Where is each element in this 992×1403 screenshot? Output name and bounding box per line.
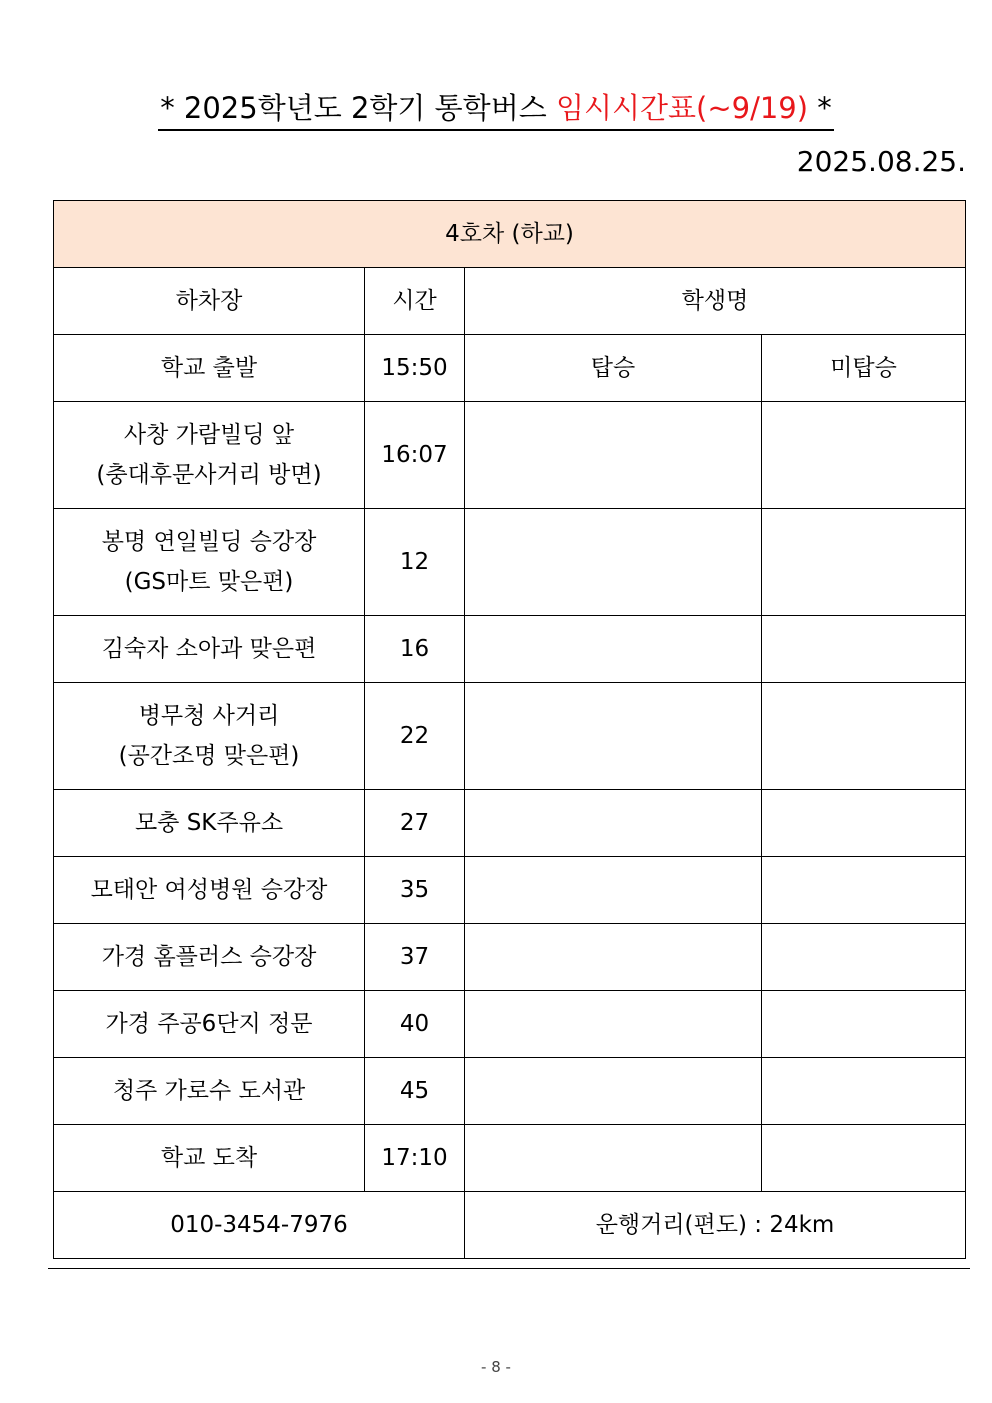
arrival-time: 17:10 [365,1125,465,1192]
not-boarded-cell[interactable] [762,509,966,616]
bus-header-row [54,201,966,268]
boarded-cell[interactable] [465,402,762,509]
boarded-cell[interactable] [465,616,762,683]
stop-row [54,790,966,857]
stop-name: 모충 SK주유소 [54,790,365,857]
stop-row [54,857,966,924]
header-time: 시간 [365,268,465,335]
bus-name: 4호차 (하교) [54,201,966,268]
stop-time: 22 [365,683,465,790]
header-students: 학생명 [465,268,966,335]
boarded-cell[interactable] [465,991,762,1058]
bus-schedule-table [53,200,966,1259]
header-boarded: 탑승 [465,335,762,402]
stop-line2: (GS마트 맞은편) [124,569,294,595]
stop-line1: 병무청 사거리 [138,703,280,729]
stop-line2: (공간조명 맞은편) [118,743,300,769]
departure-time: 15:50 [365,335,465,402]
stop-row [54,402,966,509]
boarded-cell[interactable] [465,1125,762,1192]
stop-row [54,1058,966,1125]
boarded-cell[interactable] [465,1058,762,1125]
stop-name: 가경 홈플러스 승강장 [54,924,365,991]
not-boarded-cell[interactable] [762,790,966,857]
stop-name: 김숙자 소아과 맞은편 [54,616,365,683]
boarded-cell[interactable] [465,857,762,924]
stop-row [54,683,966,790]
stop-line2: (충대후문사거리 방면) [96,462,322,488]
boarded-cell[interactable] [465,790,762,857]
page-divider [48,1268,970,1269]
stop-name [54,509,365,616]
document-date: 2025.08.25. [796,145,966,178]
title-underline [158,88,834,131]
stop-time: 12 [365,509,465,616]
footer-row [54,1192,966,1259]
column-header-row [54,268,966,335]
stop-time: 37 [365,924,465,991]
stop-line1: 봉명 연일빌딩 승강장 [101,529,317,555]
not-boarded-cell[interactable] [762,924,966,991]
not-boarded-cell[interactable] [762,402,966,509]
departure-stop: 학교 출발 [54,335,365,402]
title-suffix: * [808,91,832,125]
stop-name: 모태안 여성병원 승강장 [54,857,365,924]
stop-time: 35 [365,857,465,924]
title-prefix: * 2025학년도 2학기 통학버스 [160,91,556,125]
stop-row [54,924,966,991]
page-number: - 8 - [481,1358,511,1376]
not-boarded-cell[interactable] [762,991,966,1058]
header-not-boarded: 미탑승 [762,335,966,402]
boarded-cell[interactable] [465,683,762,790]
document-title [0,88,992,131]
stop-name: 가경 주공6단지 정문 [54,991,365,1058]
driver-phone: 010-3454-7976 [54,1192,465,1259]
not-boarded-cell[interactable] [762,857,966,924]
departure-row [54,335,966,402]
stop-row [54,616,966,683]
stop-name: 청주 가로수 도서관 [54,1058,365,1125]
stop-row [54,991,966,1058]
title-highlight: 임시시간표(~9/19) [555,91,809,125]
stop-row [54,509,966,616]
stop-time: 40 [365,991,465,1058]
stop-time: 27 [365,790,465,857]
not-boarded-cell[interactable] [762,1058,966,1125]
not-boarded-cell[interactable] [762,1125,966,1192]
header-stop: 하차장 [54,268,365,335]
not-boarded-cell[interactable] [762,616,966,683]
arrival-row [54,1125,966,1192]
stop-line1: 사창 가람빌딩 앞 [123,422,295,448]
stop-name [54,683,365,790]
stop-time: 16:07 [365,402,465,509]
route-distance: 운행거리(편도) : 24km [465,1192,966,1259]
arrival-stop: 학교 도착 [54,1125,365,1192]
stop-time: 16 [365,616,465,683]
stop-time: 45 [365,1058,465,1125]
not-boarded-cell[interactable] [762,683,966,790]
boarded-cell[interactable] [465,924,762,991]
boarded-cell[interactable] [465,509,762,616]
stop-name [54,402,365,509]
